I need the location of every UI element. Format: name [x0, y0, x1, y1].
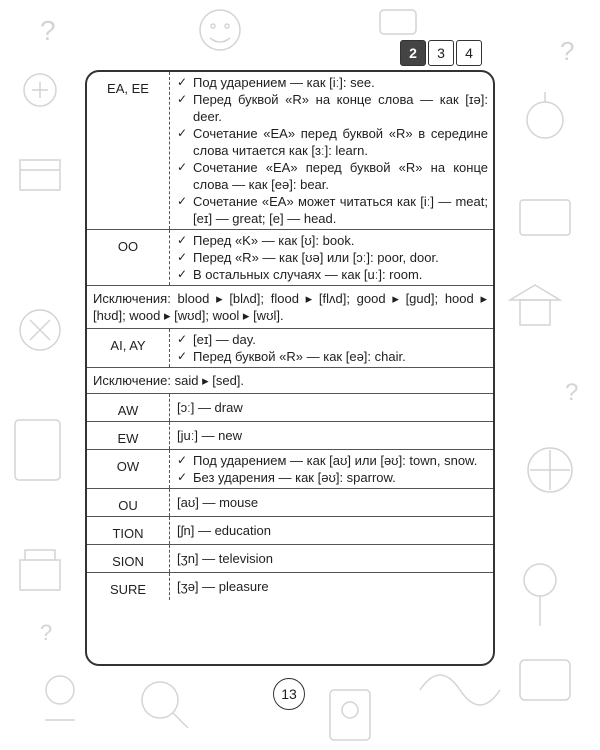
rule-text: [ʒn] — television — [177, 551, 273, 566]
letter-combo: EA, EE — [87, 72, 170, 230]
rule-item: ✓ Сочетание «EA» перед буквой «R» на конце слова — как [eə]: bear. — [177, 159, 488, 193]
letter-combo: OW — [87, 450, 170, 489]
letter-combo: TION — [87, 517, 170, 545]
table-row — [87, 545, 493, 573]
rule-item: ✓ Без ударения — как [əʊ]: sparrow. — [177, 469, 488, 486]
page-number: 13 — [273, 678, 305, 710]
chapter-tabs — [400, 40, 482, 66]
tab-2[interactable]: 2 — [400, 40, 426, 66]
letter-combo: AW — [87, 394, 170, 422]
svg-text:?: ? — [40, 620, 53, 645]
table-row — [87, 230, 493, 286]
table-row — [87, 394, 493, 422]
rule-list — [177, 74, 488, 227]
table-row — [87, 573, 493, 601]
exceptions-note: Исключение: said ▸ [sed]. — [87, 368, 493, 394]
svg-text:?: ? — [560, 36, 575, 66]
rule-text: [ʃn] — education — [177, 523, 271, 538]
table-row — [87, 72, 493, 230]
pronunciation-table — [87, 72, 493, 600]
table-row — [87, 450, 493, 489]
rule-text: [aʊ] — mouse — [177, 495, 259, 510]
rule-list — [177, 331, 488, 365]
rule-item: ✓ Под ударением — как [iː]: see. — [177, 74, 488, 91]
letter-combo: OU — [87, 489, 170, 517]
rule-list — [177, 452, 488, 486]
tab-4[interactable]: 4 — [456, 40, 482, 66]
svg-text:?: ? — [40, 15, 56, 46]
rule-text: [ʒə] — pleasure — [177, 579, 269, 594]
rule-list — [177, 232, 488, 283]
rule-item: ✓ Перед буквой «R» на конце слова — как [ɪə]: deer. — [177, 91, 488, 125]
letter-combo: SION — [87, 545, 170, 573]
table-row — [87, 517, 493, 545]
table-row — [87, 329, 493, 368]
rule-text: [ɔː] — draw — [177, 400, 243, 415]
exceptions-note: Исключения: blood ▸ [blʌd]; flood ▸ [flʌd]; good ▸ [gud]; hood ▸ [hʊd]; wood ▸ [wʊd]; wool ▸ [wʊl]. — [87, 286, 493, 329]
rule-item: ✓ Под ударением — как [aʊ] или [əʊ]: town, snow. — [177, 452, 488, 469]
rules-card — [85, 70, 495, 666]
svg-text:?: ? — [565, 379, 579, 406]
table-row — [87, 489, 493, 517]
table-row — [87, 422, 493, 450]
rule-item: ✓ В остальных случаях — как [uː]: room. — [177, 266, 488, 283]
rule-item: ✓ Сочетание «EA» перед буквой «R» в середине слова читается как [ɜː]: learn. — [177, 125, 488, 159]
rule-item: ✓ Перед «R» — как [ʊə] или [ɔː]: poor, door. — [177, 249, 488, 266]
rule-item: ✓ Сочетание «EA» может читаться как [iː] — meat; [eɪ] — great; [e] — head. — [177, 193, 488, 227]
letter-combo: AI, AY — [87, 329, 170, 368]
rule-item: ✓ Перед буквой «R» — как [eə]: chair. — [177, 348, 488, 365]
table-row — [87, 368, 493, 394]
rule-item: ✓ Перед «K» — как [ʊ]: book. — [177, 232, 488, 249]
letter-combo: EW — [87, 422, 170, 450]
letter-combo: OO — [87, 230, 170, 286]
tab-3[interactable]: 3 — [428, 40, 454, 66]
table-row — [87, 286, 493, 329]
letter-combo: SURE — [87, 573, 170, 601]
rule-text: [juː] — new — [177, 428, 243, 443]
rule-item: ✓ [eɪ] — day. — [177, 331, 488, 348]
